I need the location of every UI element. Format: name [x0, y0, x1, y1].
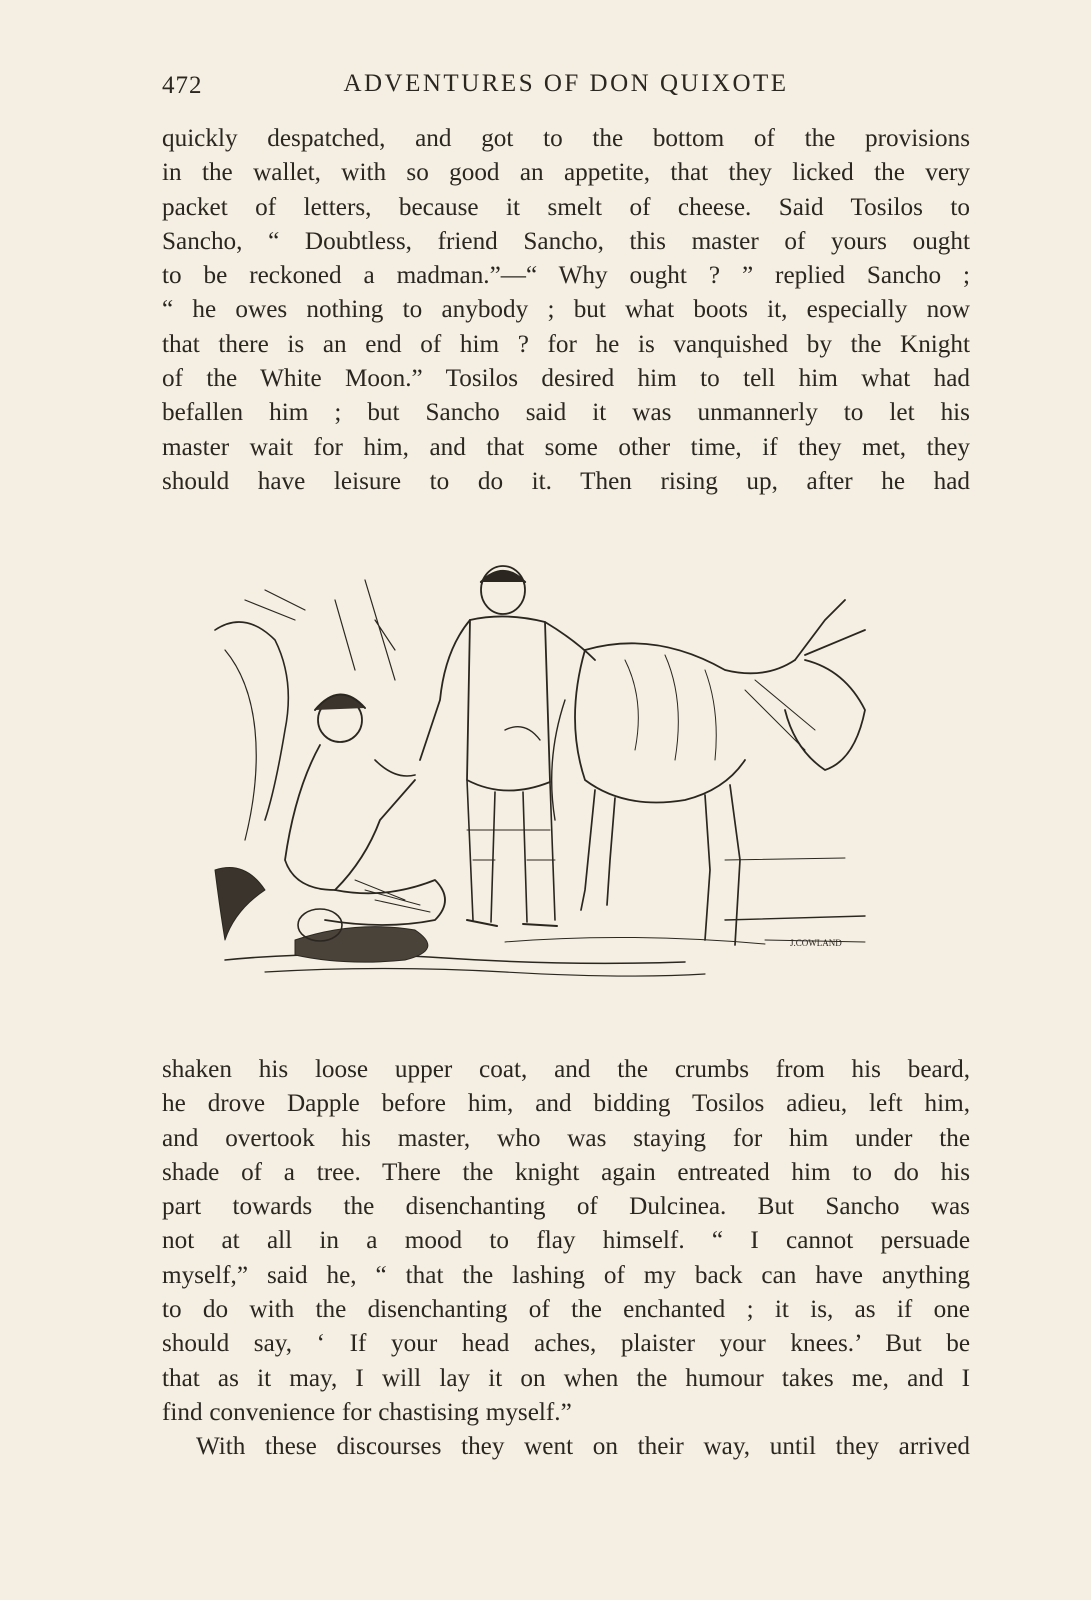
text-line: should have leisure to do it. Then rising up, after he had [162, 467, 970, 495]
engraving-figure [205, 560, 885, 1000]
text-line: packet of letters, because it smelt of cheese. Said Tosilos to [162, 193, 970, 221]
text-line: Sancho, “ Doubtless, friend Sancho, this master of yours ought [162, 227, 970, 255]
text-block-bottom [162, 1053, 970, 1465]
page-header [162, 66, 970, 106]
text-line: that as it may, I will lay it on when the humour takes me, and I [162, 1364, 970, 1392]
text-line: to do with the disenchanting of the enchanted ; it is, as if one [162, 1296, 970, 1324]
text-line: shade of a tree. There the knight again entreated him to do his [162, 1158, 970, 1186]
text-line: and overtook his master, who was staying for him under the [162, 1124, 970, 1152]
text-line: myself,” said he, “ that the lashing of my back can have anything [162, 1261, 970, 1289]
text-line: to be reckoned a madman.”—“ Why ought ? ” replied Sancho ; [162, 262, 970, 290]
text-line: find convenience for chastising myself.” [162, 1398, 572, 1426]
text-line: not at all in a mood to flay himself. “ I cannot persuade [162, 1227, 970, 1255]
text-line-indented: With these discourses they went on their way, until they arrived [196, 1433, 970, 1461]
text-line: befallen him ; but Sancho said it was unmannerly to let his [162, 399, 970, 427]
text-line: part towards the disenchanting of Dulcinea. But Sancho was [162, 1193, 970, 1221]
illustration-engraving [205, 560, 885, 1000]
text-line: that there is an end of him ? for he is vanquished by the Knight [162, 330, 970, 358]
text-line: of the White Moon.” Tosilos desired him to tell him what had [162, 365, 970, 393]
text-line: quickly despatched, and got to the bottom of the provisions [162, 125, 970, 152]
text-line: shaken his loose upper coat, and the crumbs from his beard, [162, 1056, 970, 1083]
text-line: in the wallet, with so good an appetite, that they licked the very [162, 159, 970, 187]
illustration-signature: J.COWLAND [790, 938, 842, 948]
text-line: should say, ‘ If your head aches, plaister your knees.’ But be [162, 1330, 970, 1358]
text-block-top [162, 122, 970, 499]
text-line: master wait for him, and that some other time, if they met, they [162, 433, 970, 461]
running-title: ADVENTURES OF DON QUIXOTE [343, 70, 789, 97]
text-line: he drove Dapple before him, and bidding Tosilos adieu, left him, [162, 1090, 970, 1118]
text-line: “ he owes nothing to anybody ; but what boots it, especially now [162, 296, 970, 324]
page-number: 472 [162, 72, 203, 99]
